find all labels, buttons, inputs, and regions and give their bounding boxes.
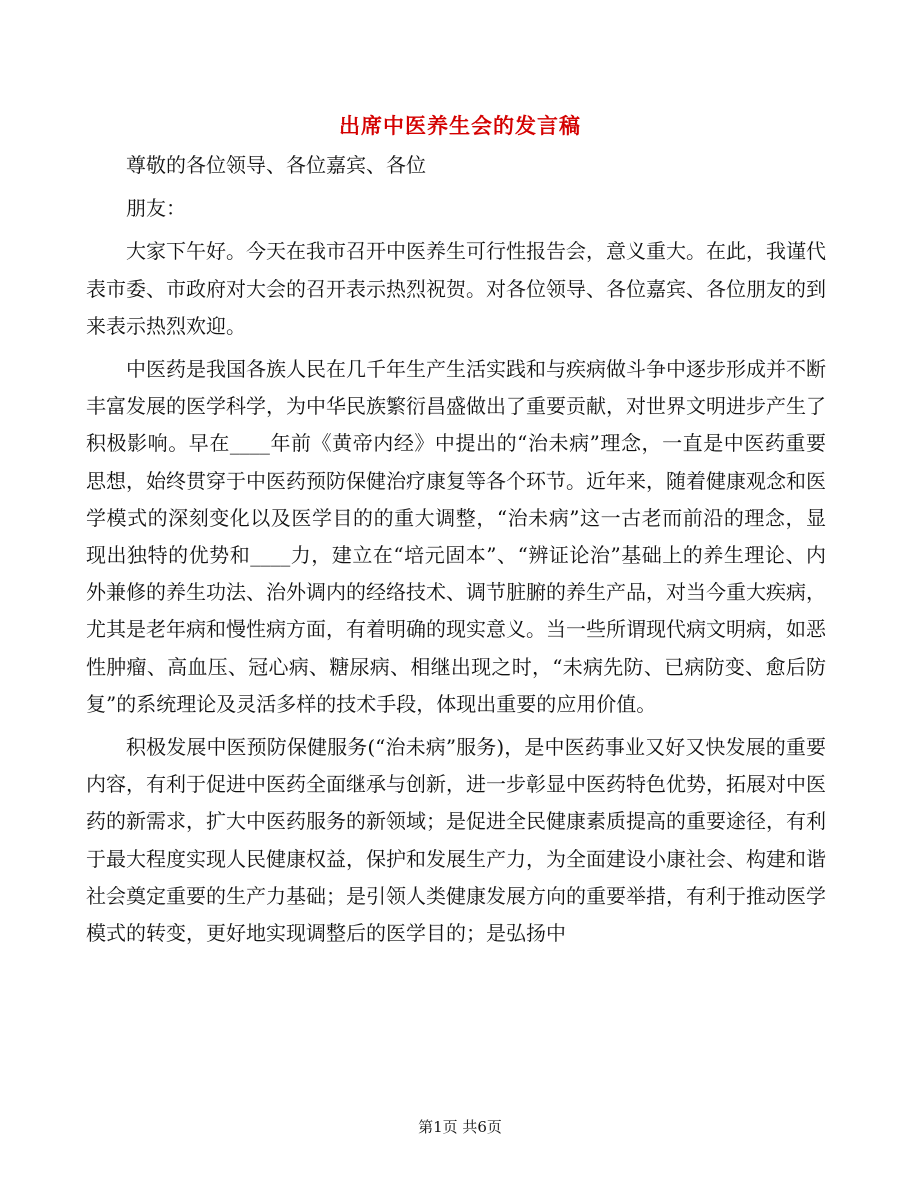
salutation-line-2: 朋友： — [126, 196, 186, 221]
paragraph-3: 积极发展中医预防保健服务(“治未病”服务)，是中医药事业又好又快发展的重要内容，有利于促进中医药全面继承与创新，进一步彰显中医药特色优势，拓展对中医药的新需求，扩大中医药服务的新领域；是促进全民健康素质提高的重要途径，有利于最大程度实现人民健康权益，保护和发展生产力，为全面建设小康社会、构建和谐社会奠定重要的生产力基础；是引领人类健康发展方向的重要举措，有利于推动医学模式的转变，更好地实现调整后的医学目的；是弘扬中 — [86, 735, 826, 946]
document-title: 出席中医养生会的发言稿 — [339, 113, 581, 138]
paragraph-1: 大家下午好。今天在我市召开中医养生可行性报告会，意义重大。在此，我谨代表市委、市政府对大会的召开表示热烈祝贺。对各位领导、各位嘉宾、各位朋友的到来表示热烈欢迎。 — [86, 239, 826, 338]
page-number-footer: 第1页 共6页 — [418, 1118, 502, 1136]
document-body — [86, 147, 826, 958]
salutation-line-1: 尊敬的各位领导、各位嘉宾、各位 — [126, 153, 426, 177]
paragraph-2: 中医药是我国各族人民在几千年生产生活实践和与疾病做斗争中逐步形成并不断丰富发展的医学科学，为中华民族繁衍昌盛做出了重要贡献，对世界文明进步产生了积极影响。早在____年前《黄帝内经》中提出的“治未病”理念，一直是中医药重要思想，始终贯穿于中医药预防保健治疗康复等各个环节。近年来，随着健康观念和医学模式的深刻变化以及医学目的的重大调整，“治未病”这一古老而前沿的理念，显现出独特的优势和____力，建立在“培元固本”、“辨证论治”基础上的养生理论、内外兼修的养生功法、治外调内的经络技术、调节脏腑的养生产品，对当今重大疾病，尤其是老年病和慢性病方面，有着明确的现实意义。当一些所谓现代病文明病，如恶性肿瘤、高血压、冠心病、糖尿病、相继出现之时，“未病先防、已病防变、愈后防复”的系统理论及灵活多样的技术手段，体现出重要的应用价值。 — [86, 357, 826, 716]
